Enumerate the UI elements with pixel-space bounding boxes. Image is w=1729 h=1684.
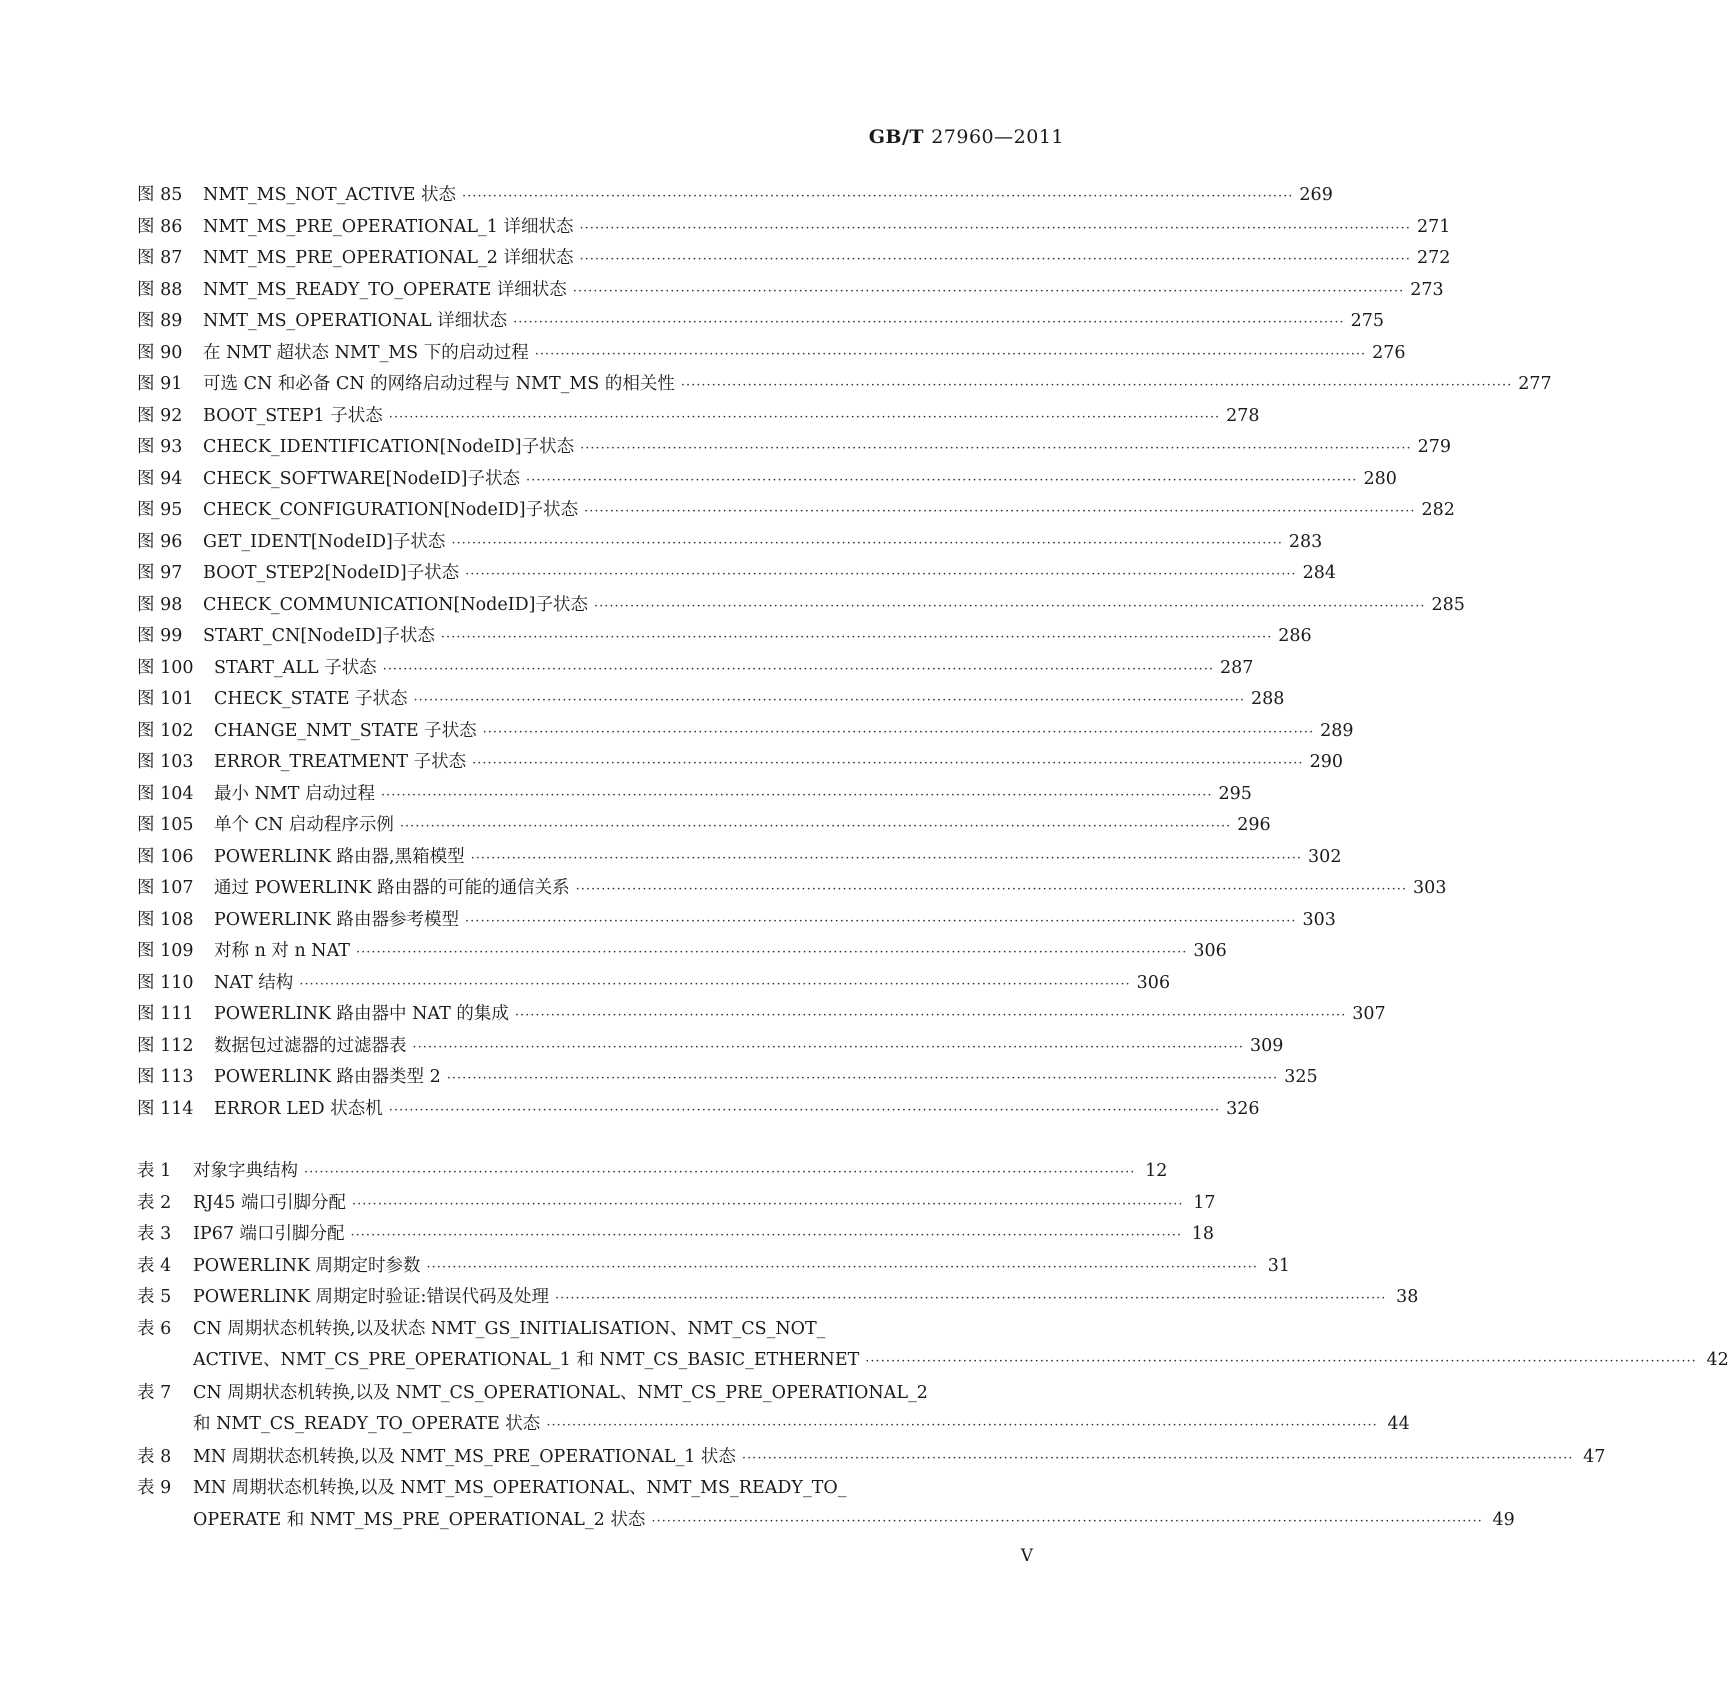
entry-page: 279 <box>1417 437 1451 457</box>
figure-entry <box>137 401 1260 433</box>
figure-entry <box>137 558 1336 590</box>
entry-label: 图 114 <box>137 1098 194 1119</box>
figure-entry <box>137 369 1552 401</box>
dot-leader: ·································································································································································· <box>399 819 1232 834</box>
figure-entry <box>137 1031 1284 1063</box>
entry-title: POWERLINK 路由器参考模型 <box>214 909 460 930</box>
entry-label: 图 88 <box>137 279 183 300</box>
figure-entry <box>137 936 1227 968</box>
figure-entry <box>137 243 1451 275</box>
entry-title: MN 周期状态机转换,以及 NMT_MS_OPERATIONAL、NMT_MS_READY_TO_ <box>193 1478 847 1498</box>
entry-title: POWERLINK 周期定时验证:错误代码及处理 <box>193 1287 549 1307</box>
dot-leader: ·································································································································································· <box>482 724 1315 740</box>
dot-leader: ·································································································································································· <box>426 1259 1258 1275</box>
entry-page: 17 <box>1193 1192 1216 1213</box>
dot-leader: ·································································································································································· <box>350 1228 1182 1243</box>
entry-page: 296 <box>1237 815 1271 835</box>
entry-title: RJ45 端口引脚分配 <box>193 1192 347 1213</box>
figure-entry <box>137 842 1342 874</box>
dot-leader: ·································································································································································· <box>446 1071 1279 1086</box>
entry-page: 280 <box>1363 468 1397 489</box>
entry-title: 在 NMT 超状态 NMT_MS 下的启动过程 <box>203 342 529 363</box>
entry-page: 289 <box>1320 720 1354 741</box>
entry-page: 275 <box>1350 311 1384 331</box>
dot-leader: ·································································································································································· <box>546 1418 1378 1433</box>
entry-page: 31 <box>1267 1255 1290 1276</box>
dot-leader: ·································································································································································· <box>741 1450 1574 1466</box>
entry-label: 表 9 <box>137 1478 172 1498</box>
dot-leader: ·································································································································································· <box>865 1354 1697 1369</box>
figure-entry <box>137 464 1397 496</box>
entry-page: 307 <box>1352 1004 1386 1024</box>
entry-title: POWERLINK 路由器,黑箱模型 <box>214 846 465 867</box>
figure-entry <box>137 180 1333 212</box>
entry-label: 图 91 <box>137 374 183 394</box>
entry-label: 图 104 <box>137 783 194 804</box>
figure-entry <box>137 999 1386 1031</box>
table-entry <box>137 1188 1216 1220</box>
table-entry <box>137 1378 1410 1442</box>
entry-title: START_ALL 子状态 <box>214 657 377 678</box>
figure-entry <box>137 432 1451 464</box>
table-entry <box>137 1442 1606 1474</box>
dot-leader: ·································································································································································· <box>413 693 1245 708</box>
entry-title-block <box>193 1314 1729 1378</box>
dot-leader: ·································································································································································· <box>412 1039 1244 1055</box>
entry-page: 295 <box>1218 783 1252 804</box>
dot-leader: ·································································································································································· <box>594 598 1426 614</box>
figure-entry <box>137 684 1285 716</box>
dot-leader: ·································································································································································· <box>352 1196 1184 1212</box>
entry-title: CHECK_STATE 子状态 <box>214 689 408 709</box>
entry-page: 282 <box>1421 500 1455 520</box>
entry-label: 图 89 <box>137 311 183 331</box>
dot-leader: ·································································································································································· <box>465 913 1297 929</box>
dot-leader: ·································································································································································· <box>575 882 1408 897</box>
dot-leader: ·································································································································································· <box>304 1165 1136 1180</box>
entry-title: ERROR LED 状态机 <box>214 1098 383 1119</box>
dot-leader: ·································································································································································· <box>572 283 1405 299</box>
dot-leader: ·································································································································································· <box>580 441 1412 456</box>
entry-title: START_CN[NodeID]子状态 <box>203 626 435 646</box>
entry-title-continued: ACTIVE、NMT_CS_PRE_OPERATIONAL_1 和 NMT_CS_BASIC_ETHERNET <box>193 1350 860 1370</box>
entry-title: NAT 结构 <box>214 972 294 993</box>
entry-page: 302 <box>1308 846 1342 867</box>
entry-title: POWERLINK 周期定时参数 <box>193 1255 421 1276</box>
figure-entry <box>137 968 1171 1000</box>
entry-label: 图 103 <box>137 752 194 772</box>
entry-page: 276 <box>1372 342 1406 363</box>
entry-label: 图 90 <box>137 342 183 363</box>
dot-leader: ·································································································································································· <box>470 850 1303 866</box>
entry-label: 表 5 <box>137 1287 172 1307</box>
entry-page: 269 <box>1299 185 1333 205</box>
entry-label: 图 113 <box>137 1067 194 1087</box>
entry-title: CHECK_IDENTIFICATION[NodeID]子状态 <box>203 437 575 457</box>
dot-leader: ·································································································································································· <box>461 189 1294 204</box>
figure-entry <box>137 527 1323 559</box>
dot-leader: ·································································································································································· <box>579 220 1411 236</box>
entry-label: 表 3 <box>137 1224 172 1244</box>
entry-page: 283 <box>1288 531 1323 552</box>
entry-label: 表 1 <box>137 1161 172 1181</box>
entry-label: 图 93 <box>137 437 183 457</box>
entry-label: 图 111 <box>137 1004 194 1024</box>
entry-label: 图 107 <box>137 878 194 898</box>
entry-label: 图 112 <box>137 1035 194 1056</box>
entry-page: 44 <box>1387 1414 1410 1434</box>
entry-title: NMT_MS_PRE_OPERATIONAL_1 详细状态 <box>203 216 574 237</box>
entry-label: 表 2 <box>137 1192 172 1213</box>
table-entry <box>137 1282 1419 1314</box>
entry-title: 数据包过滤器的过滤器表 <box>214 1035 407 1056</box>
entry-title: NMT_MS_NOT_ACTIVE 状态 <box>203 185 456 205</box>
entry-title-continued-row <box>193 1345 1729 1378</box>
figure-entry <box>137 621 1312 653</box>
entry-page: 290 <box>1309 752 1343 772</box>
entry-page: 277 <box>1518 374 1552 394</box>
entry-label: 图 106 <box>137 846 194 867</box>
entry-page: 18 <box>1191 1224 1214 1244</box>
dot-leader: ·································································································································································· <box>680 378 1513 393</box>
entry-page: 303 <box>1413 878 1447 898</box>
dot-leader: ·································································································································································· <box>388 409 1221 425</box>
figure-entry <box>137 1062 1318 1094</box>
entry-page: 309 <box>1249 1035 1284 1056</box>
entry-title: BOOT_STEP1 子状态 <box>203 405 383 426</box>
entry-page: 288 <box>1250 689 1285 709</box>
dot-leader: ·································································································································································· <box>440 630 1273 645</box>
entry-title: IP67 端口引脚分配 <box>193 1224 345 1244</box>
figure-entry <box>137 747 1343 779</box>
entry-title: NMT_MS_OPERATIONAL 详细状态 <box>203 311 508 331</box>
entry-page: 12 <box>1145 1161 1168 1181</box>
entry-title-block <box>193 1378 1410 1442</box>
dot-leader: ·································································································································································· <box>579 252 1411 267</box>
entry-label: 图 96 <box>137 531 183 552</box>
entry-page: 325 <box>1284 1067 1318 1087</box>
entry-page: 303 <box>1302 909 1336 930</box>
entry-label: 图 105 <box>137 815 194 835</box>
standard-number: 27960—2011 <box>931 126 1064 148</box>
entry-label: 表 6 <box>137 1318 172 1339</box>
entry-label: 表 4 <box>137 1255 172 1276</box>
entry-title: 对象字典结构 <box>193 1161 298 1181</box>
entry-label: 图 94 <box>137 468 183 489</box>
entry-label: 图 110 <box>137 972 194 993</box>
figure-entry <box>137 873 1447 905</box>
entry-page: 47 <box>1583 1446 1606 1467</box>
figure-entry <box>137 275 1444 307</box>
entry-label: 表 7 <box>137 1382 172 1403</box>
dot-leader: ·································································································································································· <box>472 756 1304 771</box>
entry-label: 表 8 <box>137 1446 172 1467</box>
entry-title: CN 周期状态机转换,以及状态 NMT_GS_INITIALISATION、NMT_CS_NOT_ <box>193 1318 826 1339</box>
entry-title: BOOT_STEP2[NodeID]子状态 <box>203 563 460 583</box>
entry-title-block <box>193 1473 1515 1537</box>
page-folio: V <box>1020 1546 1033 1566</box>
figure-entry <box>137 779 1252 811</box>
figure-entry <box>137 338 1406 370</box>
entry-label: 图 108 <box>137 909 194 930</box>
entry-title: NMT_MS_READY_TO_OPERATE 详细状态 <box>203 279 567 300</box>
entry-page: 326 <box>1226 1098 1260 1119</box>
dot-leader: ·································································································································································· <box>299 976 1131 992</box>
dot-leader: ·································································································································································· <box>465 567 1297 582</box>
entry-label: 图 101 <box>137 689 194 709</box>
entry-title: CHECK_CONFIGURATION[NodeID]子状态 <box>203 500 579 520</box>
dot-leader: ·································································································································································· <box>451 535 1283 551</box>
entry-label: 图 87 <box>137 248 183 268</box>
entry-page: 306 <box>1136 972 1171 993</box>
entry-label: 图 102 <box>137 720 194 741</box>
entry-page: 273 <box>1410 279 1444 300</box>
entry-title: CHECK_COMMUNICATION[NodeID]子状态 <box>203 594 589 615</box>
entry-page: 278 <box>1226 405 1260 426</box>
figure-entry <box>137 495 1455 527</box>
figure-list <box>137 180 1552 1125</box>
dot-leader: ·································································································································································· <box>388 1102 1221 1118</box>
entry-title: MN 周期状态机转换,以及 NMT_MS_PRE_OPERATIONAL_1 状态 <box>193 1446 736 1467</box>
entry-title: 可选 CN 和必备 CN 的网络启动过程与 NMT_MS 的相关性 <box>203 374 675 394</box>
entry-page: 49 <box>1492 1509 1515 1530</box>
table-entry <box>137 1251 1290 1283</box>
entry-page: 286 <box>1278 626 1312 646</box>
figure-entry <box>137 306 1384 338</box>
dot-leader: ·································································································································································· <box>526 472 1358 488</box>
table-entry <box>137 1314 1729 1378</box>
entry-title-continued-row <box>193 1505 1515 1538</box>
entry-title: 通过 POWERLINK 路由器的可能的通信关系 <box>214 878 570 898</box>
entry-title: 对称 n 对 n NAT <box>214 941 350 961</box>
entry-title: POWERLINK 路由器类型 2 <box>214 1067 441 1087</box>
figure-entry <box>137 212 1451 244</box>
entry-page: 272 <box>1416 248 1451 268</box>
figure-entry <box>137 716 1354 748</box>
figure-entry <box>137 810 1271 842</box>
entry-title: POWERLINK 路由器中 NAT 的集成 <box>214 1004 509 1024</box>
entry-title-continued-row <box>193 1409 1410 1442</box>
entry-label: 图 98 <box>137 594 183 615</box>
entry-title: NMT_MS_PRE_OPERATIONAL_2 详细状态 <box>203 248 574 268</box>
dot-leader: ·································································································································································· <box>534 346 1367 362</box>
figure-entry <box>137 1094 1260 1126</box>
dot-leader: ·································································································································································· <box>513 315 1345 330</box>
entry-page: 271 <box>1416 216 1451 237</box>
entry-page: 306 <box>1193 941 1227 961</box>
dot-leader: ·································································································································································· <box>514 1008 1347 1023</box>
dot-leader: ·································································································································································· <box>651 1513 1483 1529</box>
entry-title-continued: 和 NMT_CS_READY_TO_OPERATE 状态 <box>193 1414 541 1434</box>
entry-title: 最小 NMT 启动过程 <box>214 783 376 804</box>
figure-entry <box>137 653 1254 685</box>
entry-page: 42 <box>1706 1350 1729 1370</box>
entry-title: CN 周期状态机转换,以及 NMT_CS_OPERATIONAL、NMT_CS_PRE_OPERATIONAL_2 <box>193 1382 928 1403</box>
entry-title: CHANGE_NMT_STATE 子状态 <box>214 720 477 741</box>
entry-page: 284 <box>1302 563 1336 583</box>
entry-label: 图 100 <box>137 657 194 678</box>
entry-label: 图 95 <box>137 500 183 520</box>
entry-page: 287 <box>1220 657 1254 678</box>
entry-title: 单个 CN 启动程序示例 <box>214 815 394 835</box>
dot-leader: ·································································································································································· <box>381 787 1213 803</box>
dot-leader: ·································································································································································· <box>584 504 1416 519</box>
table-list <box>137 1156 1729 1537</box>
dot-leader: ·································································································································································· <box>554 1291 1387 1306</box>
entry-title: ERROR_TREATMENT 子状态 <box>214 752 467 772</box>
standard-prefix: GB/T <box>868 126 925 148</box>
figure-entry <box>137 905 1336 937</box>
table-entry <box>137 1473 1515 1537</box>
table-entry <box>137 1219 1214 1251</box>
figure-entry <box>137 590 1465 622</box>
entry-label: 图 85 <box>137 185 183 205</box>
entry-label: 图 109 <box>137 941 194 961</box>
entry-title: GET_IDENT[NodeID]子状态 <box>203 531 446 552</box>
entry-page: 285 <box>1431 594 1465 615</box>
entry-label: 图 86 <box>137 216 183 237</box>
entry-title-continued: OPERATE 和 NMT_MS_PRE_OPERATIONAL_2 状态 <box>193 1509 646 1530</box>
entry-label: 图 92 <box>137 405 183 426</box>
entry-label: 图 99 <box>137 626 183 646</box>
dot-leader: ·································································································································································· <box>355 945 1188 960</box>
dot-leader: ·································································································································································· <box>382 661 1215 677</box>
table-entry <box>137 1156 1168 1188</box>
entry-page: 38 <box>1396 1287 1419 1307</box>
entry-label: 图 97 <box>137 563 183 583</box>
standard-code <box>869 126 1064 148</box>
entry-title: CHECK_SOFTWARE[NodeID]子状态 <box>203 468 520 489</box>
